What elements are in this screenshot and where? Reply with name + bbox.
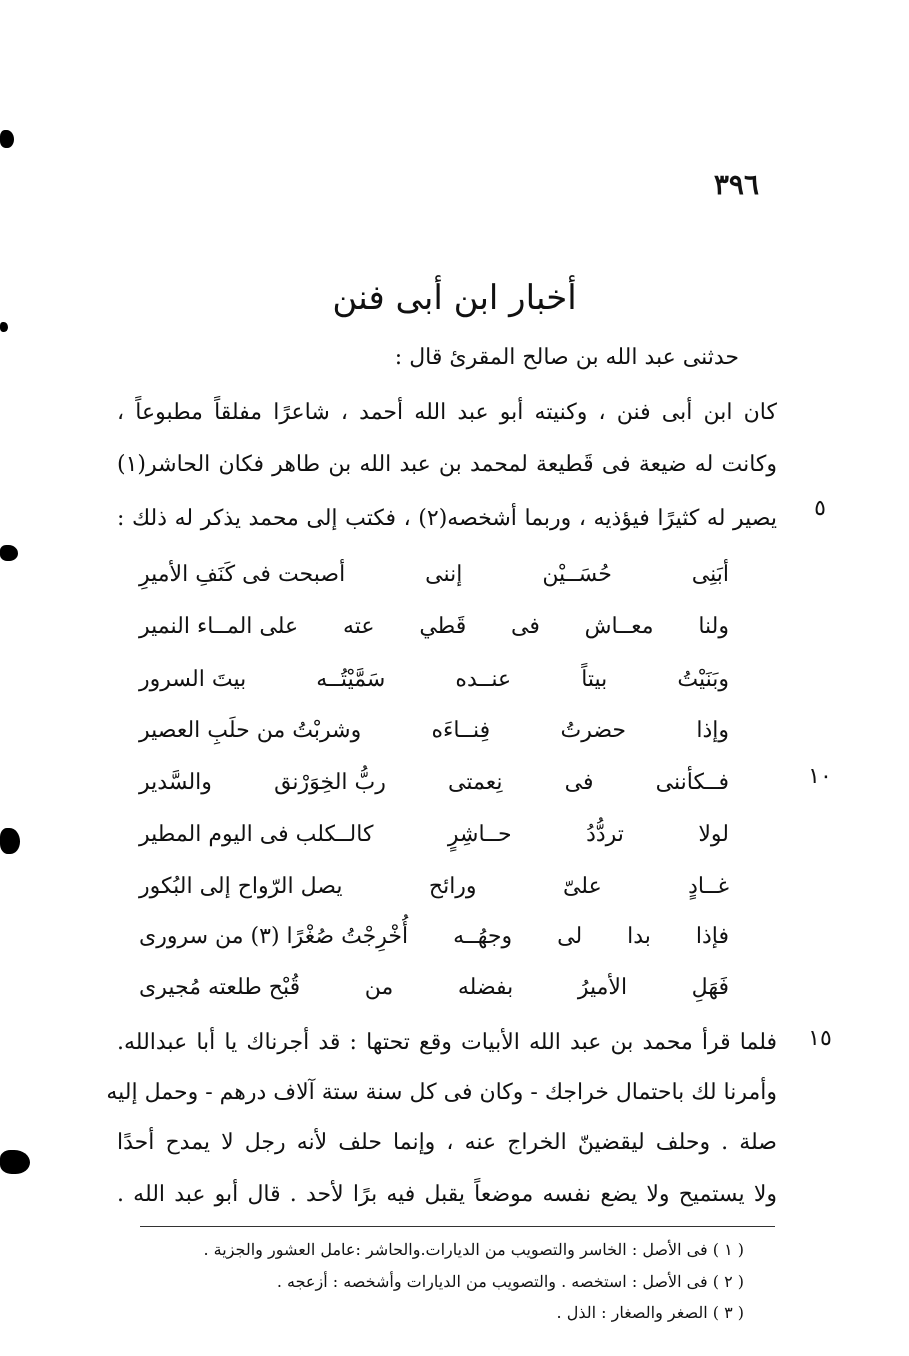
verse (139, 822, 729, 847)
verse (139, 924, 729, 949)
footnote: ( ٢ ) فى الأصل : استخصه . والتصويب من الديارات وأشخصه : أزعجه . (276, 1272, 744, 1291)
chapter-title: أخبار ابن أبى فنن (332, 278, 577, 318)
verse-word: فَهَلِ (691, 975, 729, 1000)
verse-word: فى (564, 770, 594, 795)
verse-word: غــادٍ (688, 874, 729, 899)
verse (139, 614, 729, 639)
verse-word: ورائح (428, 874, 477, 899)
verse (139, 770, 729, 795)
page-number: ٣٩٦ (713, 168, 759, 201)
ink-blot (0, 130, 14, 148)
ink-blot (0, 828, 20, 854)
verse-word: حُسَــيْن (542, 562, 612, 587)
verse (139, 975, 729, 1000)
verse-word: فإذا (695, 924, 729, 949)
verse-word: وبَنَيْتُ (677, 667, 729, 692)
verse-word: كالــكلب فى اليوم المطير (139, 822, 374, 847)
verse-word: حــاشِرٍ (447, 822, 512, 847)
verse-word: أبَنِى (691, 562, 729, 587)
verse-word: فى (511, 614, 540, 639)
verse-word: لى (557, 924, 583, 949)
verse-word: بيتَ السرور (139, 667, 247, 692)
verse (139, 562, 729, 587)
verse-word: قَطي (419, 614, 467, 639)
paragraph-line: ولا يستميح ولا يضع نفسه موضعاً يقبل فيه برًا لأحد . قال أبو عبد الله . (117, 1182, 777, 1207)
line-marker: ١٠ (808, 764, 832, 789)
verse-word: عته (342, 614, 375, 639)
footnote: ( ١ ) فى الأصل : الخاسر والتصويب من الديارات.والحاشر :عامل العشور والجزية . (203, 1240, 744, 1259)
paragraph-line: وأمرنا لك باحتمال خراجك - وكان فى كل سنة ستة آلاف درهم - وحمل إليه (106, 1080, 777, 1105)
verse-word: عنــده (455, 667, 512, 692)
verse-word: بفضله (457, 975, 514, 1000)
verse-word: سَمَّيْتُــه (316, 667, 386, 692)
line-marker: ٥ (814, 496, 826, 521)
paragraph-line: وكانت له ضيعة فى قَطيعة لمحمد بن عبد الله بن طاهر فكان الحاشر(١) (117, 452, 777, 477)
verse-word: وشربْتُ من حلَبِ العصير (139, 718, 362, 743)
verse (139, 718, 729, 743)
line-marker: ١٥ (808, 1026, 832, 1051)
verse (139, 874, 729, 899)
footnote: ( ٣ ) الصغر والصغار : الذل . (556, 1303, 744, 1322)
verse-word: نِعمتى (448, 770, 503, 795)
paragraph-line: كان ابن أبى فنن ، وكنيته أبو عبد الله أحمد ، شاعرًا مفلقاً مطبوعاً ، (117, 400, 777, 425)
verse-word: معــاش (584, 614, 654, 639)
verse (139, 667, 729, 692)
ink-blot (0, 1150, 30, 1174)
paragraph-line: صلة . وحلف ليقضينّ الخراج عنه ، وإنما حلف لأنه رجل لا يمدح أحدًا (117, 1130, 777, 1155)
verse-word: قُبْح طلعته مُجيرى (139, 975, 301, 1000)
verse-word: يصل الرّواح إلى البُكور (139, 874, 343, 899)
verse-word: والسَّدير (139, 770, 212, 795)
verse-word: على المــاء النمير (139, 614, 299, 639)
verse-word: لولا (698, 822, 729, 847)
intro-line: حدثنى عبد الله بن صالح المقرئ قال : (394, 345, 739, 370)
verse-word: وجهُــه (453, 924, 513, 949)
verse-word: ولنا (698, 614, 729, 639)
verse-word: أُخْرِجْتُ صُغْرًا (٣) من سرورى (139, 924, 409, 949)
verse-word: أصبحت فى كَنَفِ الأميرِ (139, 562, 346, 587)
verse-word: ربُّ الخِوَرْنق (274, 770, 386, 795)
verse-word: بيتاً (581, 667, 608, 692)
paragraph-line: يصير له كثيرًا فيؤذيه ، وربما أشخصه(٢) ، فكتب إلى محمد يذكر له ذلك : (117, 506, 777, 531)
verse-word: فِنــاءَه (431, 718, 491, 743)
verse-word: الأميرُ (577, 975, 628, 1000)
verse-word: بدا (627, 924, 651, 949)
verse-word: تردُّدُ (586, 822, 624, 847)
footnote-divider (140, 1226, 775, 1227)
ink-blot (0, 322, 8, 332)
verse-word: حضرتُ (560, 718, 627, 743)
verse-word: علىّ (562, 874, 602, 899)
verse-word: فــكأننى (655, 770, 729, 795)
verse-word: وإذا (696, 718, 729, 743)
verse-word: إننى (425, 562, 463, 587)
paragraph-line: فلما قرأ محمد بن عبد الله الأبيات وقع تحتها : قد أجرناك يا أبا عبدالله. (117, 1030, 777, 1055)
ink-blot (0, 545, 18, 561)
verse-word: من (364, 975, 394, 1000)
